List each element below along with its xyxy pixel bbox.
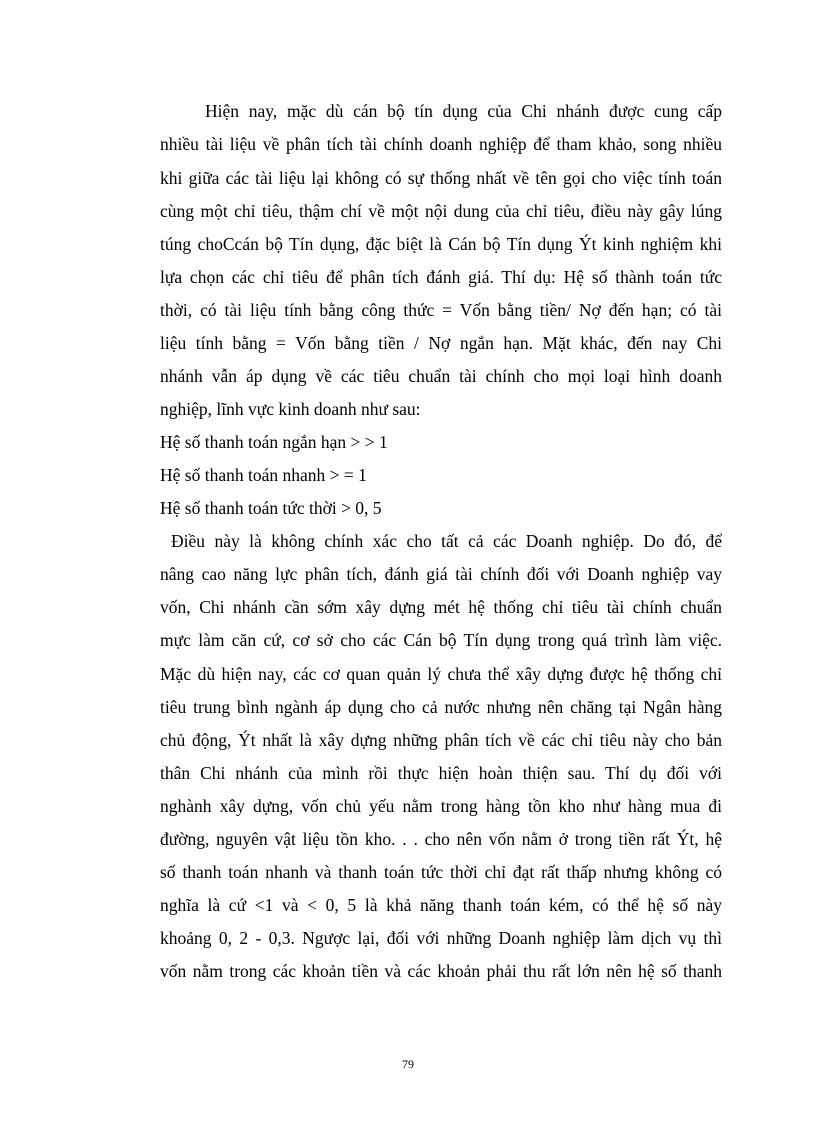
paragraph-line: Mặc dù hiện nay, các cơ quan quản lý chưa thể xây dựng được hệ thống chỉ [160,664,722,684]
paragraph-line: khoảng 0, 2 - 0,3. Ngược lại, đối với những Doanh nghiệp làm dịch vụ thì [160,928,722,948]
paragraph-line: vốn, Chi nhánh cần sớm xây dựng mét hệ thống chỉ tiêu tài chính chuẩn [160,597,722,617]
paragraph-line: liệu tính bằng = Vốn bằng tiền / Nợ ngắn hạn. Mặt khác, đến nay Chi [160,333,722,353]
paragraph-line: nghành xây dựng, vốn chủ yếu nằm trong hàng tồn kho như hàng mua đi [160,796,722,816]
paragraph-line: nâng cao năng lực phân tích, đánh giá tài chính đối với Doanh nghiệp vay [160,564,722,584]
paragraph-line: vốn nằm trong các khoản tiền và các khoản phải thu rất lớn nên hệ số thanh [160,961,722,981]
ratio-item-current: Hệ số thanh toán ngắn hạn > > 1 [160,432,388,452]
paragraph-line: chủ động, Ýt nhất là xây dựng những phân tích về các chỉ tiêu này cho bản [160,730,722,750]
paragraph-line: Điều này là không chính xác cho tất cả các Doanh nghiệp. Do đó, để [171,531,722,551]
paragraph-line: nhiều tài liệu về phân tích tài chính doanh nghiệp để tham khảo, song nhiều [160,134,722,154]
paragraph-line: thời, có tài liệu tính bằng công thức = Vốn bằng tiền/ Nợ đến hạn; có tài [160,300,722,320]
page-number: 79 [402,1057,414,1071]
paragraph-line: Hiện nay, mặc dù cán bộ tín dụng của Chi nhánh được cung cấp [205,101,722,121]
paragraph-line: khi giữa các tài liệu lại không có sự thống nhất về tên gọi cho việc tính toán [160,168,722,188]
paragraph-line: thân Chi nhánh của mình rồi thực hiện hoàn thiện sau. Thí dụ đối với [160,763,722,783]
paragraph-line: tiêu trung bình ngành áp dụng cho cả nước nhưng nên chăng tại Ngân hàng [160,697,722,717]
paragraph-line: số thanh toán nhanh và thanh toán tức thời chỉ đạt rất thấp nhưng không có [160,862,722,882]
paragraph-line: cùng một chỉ tiêu, thậm chí về một nội dung của chỉ tiêu, điều này gây lúng [160,201,722,221]
ratio-item-cash: Hệ số thanh toán tức thời > 0, 5 [160,498,382,518]
paragraph-line: mực làm căn cứ, cơ sở cho các Cán bộ Tín dụng trong quá trình làm việc. [160,630,722,650]
paragraph-line: đường, nguyên vật liệu tồn kho. . . cho nên vốn nằm ở trong tiền rất Ýt, hệ [160,829,722,849]
paragraph-line: lựa chọn các chỉ tiêu để phân tích đánh giá. Thí dụ: Hệ số thành toán tức [160,267,722,287]
paragraph-line: nghiệp, lĩnh vực kinh doanh như sau: [160,399,421,419]
paragraph-line: nghĩa là cứ <1 và < 0, 5 là khả năng thanh toán kém, có thể hệ số này [160,895,722,915]
ratio-item-quick: Hệ số thanh toán nhanh > = 1 [160,465,367,485]
paragraph-line: nhánh vẫn áp dụng về các tiêu chuẩn tài chính cho mọi loại hình doanh [160,366,722,386]
paragraph-line: túng choCcán bộ Tín dụng, đặc biệt là Cán bộ Tín dụng Ýt kinh nghiệm khi [160,234,722,254]
